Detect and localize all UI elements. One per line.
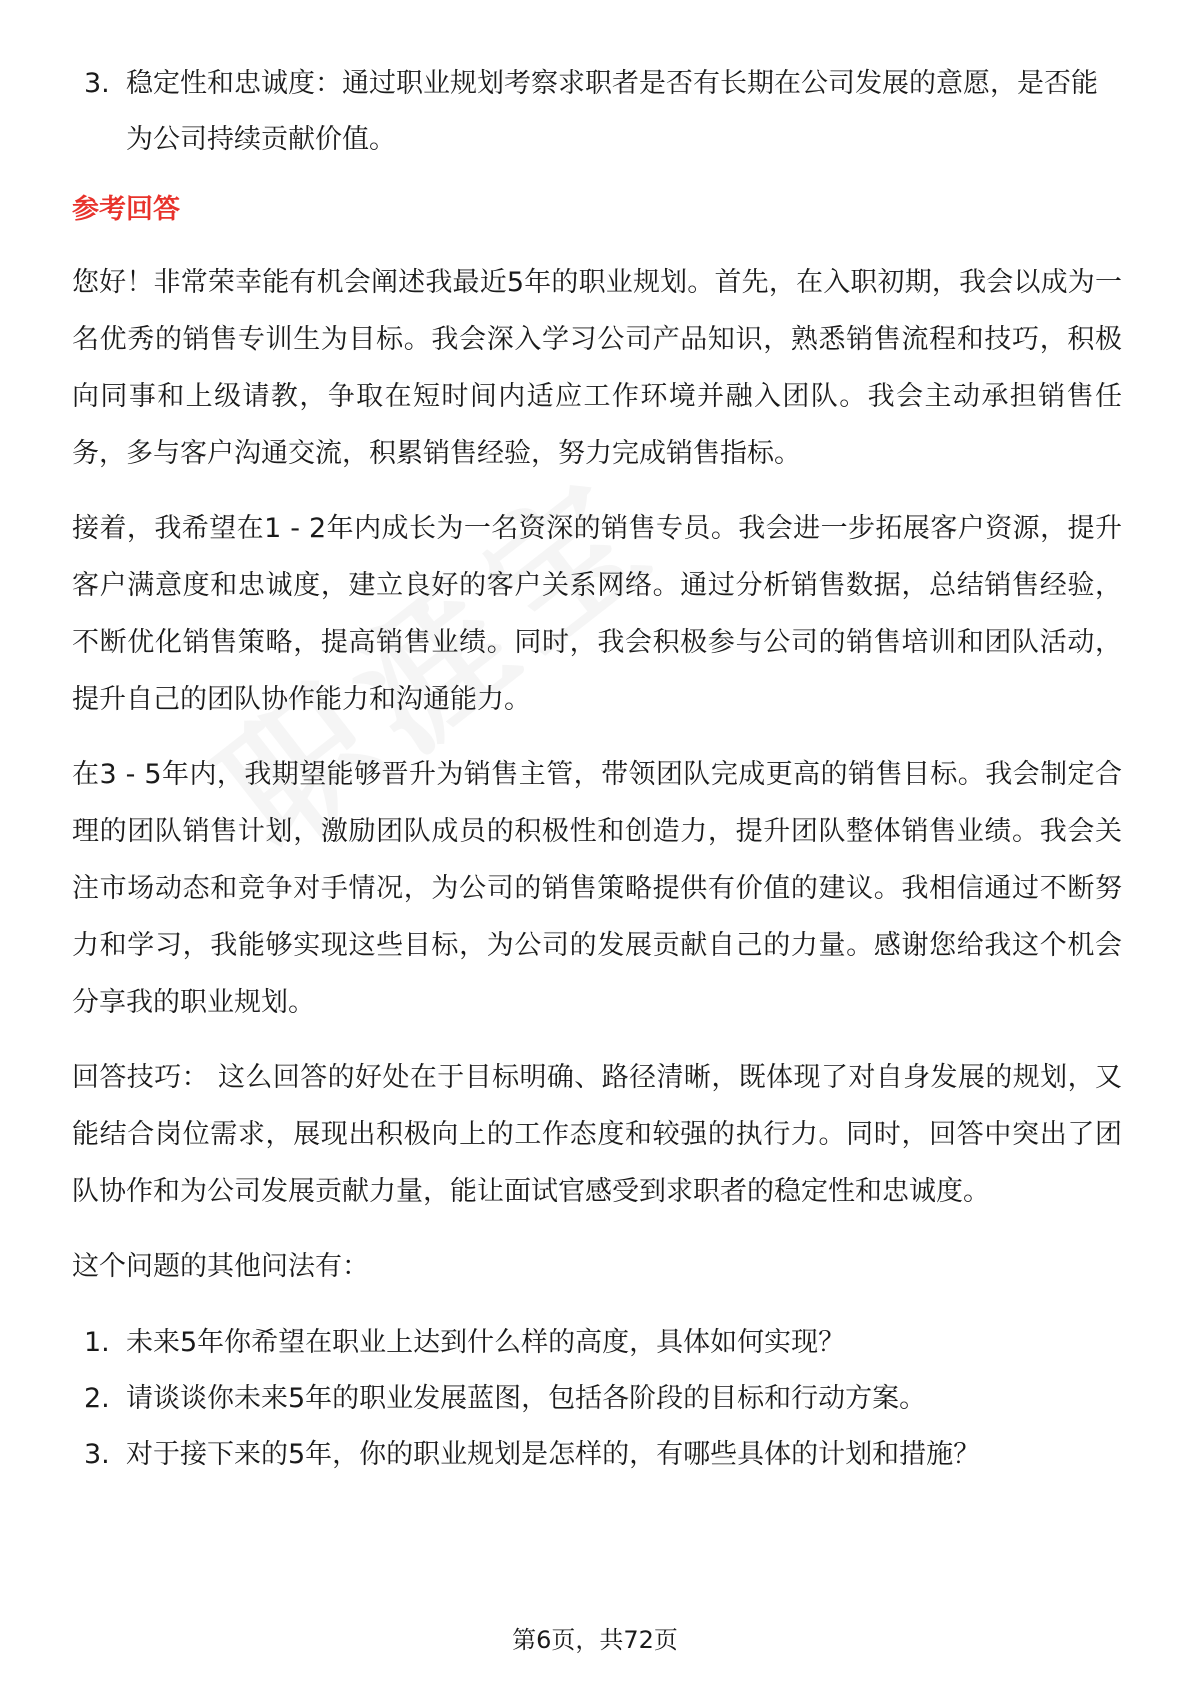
page-footer: 第6页，共72页 — [512, 1626, 678, 1654]
list-item-number: 2. — [84, 1383, 110, 1414]
list-item — [72, 1427, 1122, 1483]
list-item — [72, 1371, 1122, 1427]
list-item-text: 请谈谈你未来5年的职业发展蓝图，包括各阶段的目标和行动方案。 — [126, 1383, 927, 1414]
content — [72, 56, 1122, 1483]
paragraph: 在3 - 5年内，我期望能够晋升为销售主管，带领团队完成更高的销售目标。我会制定合理的团队销售计划，激励团队成员的积极性和创造力，提升团队整体销售业绩。我会关注市场动态和竞争对手情况，为公司的销售策略提供有价值的建议。我相信通过不断努力和学习，我能够实现这些目标，为公司的发展贡献自己的力量。感谢您给我这个机会分享我的职业规划。 — [72, 759, 1122, 1018]
list-item-text: 未来5年你希望在职业上达到什么样的高度，具体如何实现？ — [126, 1327, 846, 1358]
list-item-number: 3. — [84, 68, 110, 99]
tips-text: 这么回答的好处在于目标明确、路径清晰，既体现了对自身发展的规划，又能结合岗位需求，展现出积极向上的工作态度和较强的执行力。同时，回答中突出了团队协作和为公司发展贡献力量，能让面试官感受到求职者的稳定性和忠诚度。 — [72, 1062, 1122, 1207]
tips-label: 回答技巧： — [72, 1062, 210, 1093]
list-item-text: 对于接下来的5年，你的职业规划是怎样的，有哪些具体的计划和措施？ — [126, 1439, 981, 1470]
alternatives-title: 这个问题的其他问法有： — [72, 1251, 369, 1282]
alternatives-list — [72, 1315, 1122, 1483]
paragraph: 您好！非常荣幸能有机会阐述我最近5年的职业规划。首先，在入职初期，我会以成为一名优秀的销售专训生为目标。我会深入学习公司产品知识，熟悉销售流程和技巧，积极向同事和上级请教，争取在短时间内适应工作环境并融入团队。我会主动承担销售任务，多与客户沟通交流，积累销售经验，努力完成销售指标。 — [72, 267, 1122, 469]
tips-paragraph — [72, 1049, 1122, 1220]
list-item-text: 稳定性和忠诚度：通过职业规划考察求职者是否有长期在公司发展的意愿，是否能为公司持续贡献价值。 — [126, 68, 1098, 155]
list-item — [72, 1315, 1122, 1371]
list-item-number: 3. — [84, 1439, 110, 1470]
list-item-number: 1. — [84, 1327, 110, 1358]
section-title-reference: 参考回答 — [72, 194, 180, 225]
paragraph: 接着，我希望在1 - 2年内成长为一名资深的销售专员。我会进一步拓展客户资源，提升客户满意度和忠诚度，建立良好的客户关系网络。通过分析销售数据，总结销售经验，不断优化销售策略，提高销售业绩。同时，我会积极参与公司的销售培训和团队活动，提升自己的团队协作能力和沟通能力。 — [72, 513, 1122, 715]
list-item — [72, 56, 1122, 168]
